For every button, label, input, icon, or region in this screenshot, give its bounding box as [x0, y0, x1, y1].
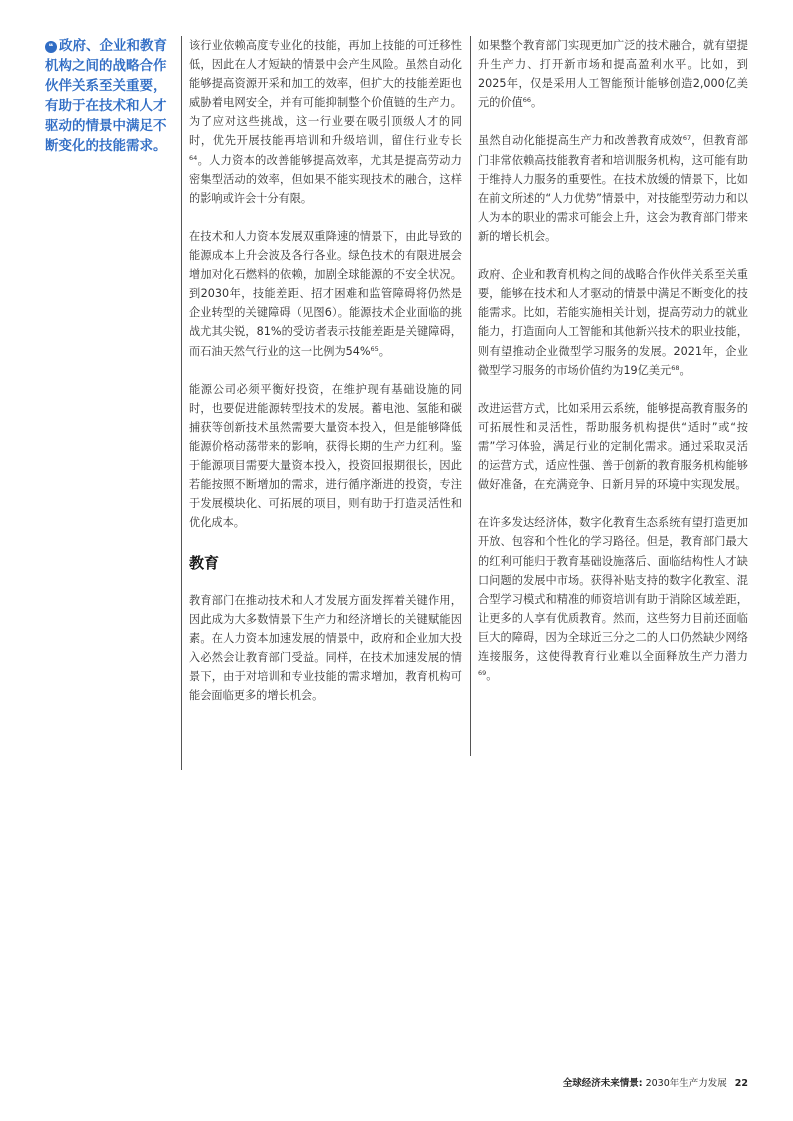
paragraph: 在许多发达经济体，数字化教育生态系统有望打造更加开放、包容和个性化的学习路径。但是，教育部门最大的红利可能归于教育基础设施落后、面临结构性人才缺口问题的发展中市场。获得补贴支持的数字化教室、混合型学习模式和精准的师资培训有助于消除区域差距，让更多的人享有优质教育。然而，这些努力目前还面临巨大的障碍，因为全球近三分之二的人口仍然缺少网络连接服务，这使得教育行业难以全面释放生产力潜力$^{69}$。: [478, 516, 748, 683]
paragraph: 政府、企业和教育机构之间的战略合作伙伴关系至关重要，能够在技术和人才驱动的情景中满足不断变化的技能需求。比如，若能实施相关计划，提高劳动力的就业能力，打造面向人工智能和其他新兴技术的职业技能，则有望推动企业微型学习服务的发展。2021年，企业微型学习服务的市场价值约为19亿美元$^{68}$。: [478, 268, 748, 377]
paragraph: 改进运营方式，比如采用云系统，能够提高教育服务的可拓展性和灵活性，帮助服务机构提供“适时”或“按需”学习体验，满足行业的定制化需求。通过采取灵活的运营方式，适应性强、善于创新的教育服务机构能够做好准备，在充满竞争、日新月异的环境中实现发展。: [478, 401, 748, 492]
paragraph: 虽然自动化能提高生产力和改善教育成效$^{67}$，但教育部门非常依赖高技能教育者和培训服务机构，这可能有助于维持人力服务的重要性。在技术放缓的情景下，比如在前文所述的“人力优势”情景中，对技能型劳动力和以人为本的职业的需求可能会上升，这会为教育部门带来新的增长机会。: [478, 134, 748, 243]
paragraph: 在技术和人力资本发展双重降速的情景下，由此导致的能源成本上升会波及各行各业。绿色技术的有限进展会增加对化石燃料的依赖，加剧全球能源的不安全状况。到2030年，技能差距、招才困难和监管障碍将仍然是企业转型的关键障碍（见图6）。能源技术企业面临的挑战尤其尖锐，81%的受访者表示技能差距是关键障碍，而石油天然气行业的这一比例为54%$^{65}$。: [189, 229, 462, 358]
pull-quote-text: 政府、企业和教育机构之间的战略合作伙伴关系至关重要，有助于在技术和人才驱动的情景中满足不断变化的技能需求。: [45, 38, 167, 154]
footnote-ref[interactable]: 64: [189, 153, 198, 162]
paragraph: 教育部门在推动技术和人才发展方面发挥着关键作用，因此成为大多数情景下生产力和经济增长的关键赋能因素。在人力资本加速发展的情景中，政府和企业加大投入必然会让教育部门受益。同样，在技术加速发展的情景下，由于对培训和专业技能的需求增加，教育机构可能会面临更多的增长机会。: [189, 593, 462, 702]
report-title: 全球经济未来情景:: [562, 1078, 643, 1089]
footnote-ref[interactable]: 68: [671, 363, 680, 372]
column-divider-left: [181, 36, 182, 770]
paragraph: 如果整个教育部门实现更加广泛的技术融合，就有望提升生产力、打开新市场和提高盈利水平。比如，到2025年，仅是采用人工智能预计能够创造2,000亿美元的价值$^{66}$。: [478, 39, 748, 110]
column-divider-right: [470, 36, 471, 756]
footnote-ref[interactable]: 69: [478, 669, 487, 678]
section-heading: 教育: [189, 553, 220, 572]
footnote-ref[interactable]: 67: [682, 134, 692, 143]
footnote-ref[interactable]: 65: [370, 344, 379, 353]
page-number: 22: [734, 1078, 748, 1089]
column-left: [189, 36, 462, 724]
paragraph: 能源公司必须平衡好投资，在维护现有基础设施的同时，也要促进能源转型技术的发展。蓄电池、氢能和碳捕获等创新技术虽然需要大量资本投入，但是能够降低能源价格动荡带来的影响，获得长期的生产力红利。鉴于能源项目需要大量资本投入，投资回报期很长，因此若能按照不断增加的需求，进行循序渐进的投资，专注于发展模块化、可拓展的项目，则有助于打造灵活性和优化成本。: [189, 382, 462, 530]
report-subtitle: 2030年生产力发展: [642, 1078, 727, 1089]
page-footer: [563, 1077, 748, 1091]
paragraph: 该行业依赖高度专业化的技能，再加上技能的可迁移性低，因此在人才短缺的情景中会产生风险。虽然自动化能够提高资源开采和加工的效率，但扩大的技能差距也威胁着电网安全，并有可能抑制整个价值链的生产力。为了应对这些挑战，这一行业要在吸引顶级人才的同时，优先开展技能再培训和升级培训，留住行业专长$^{64}$。人力资本的改善能够提高效率，尤其是提高劳动力密集型活动的效率，但如果不能实现技术的融合，这样的影响或许会十分有限。: [189, 39, 462, 205]
pull-quote: [45, 36, 173, 156]
column-right: [478, 36, 748, 704]
footnote-ref[interactable]: 66: [522, 96, 532, 105]
quote-icon: ❝: [45, 41, 57, 53]
